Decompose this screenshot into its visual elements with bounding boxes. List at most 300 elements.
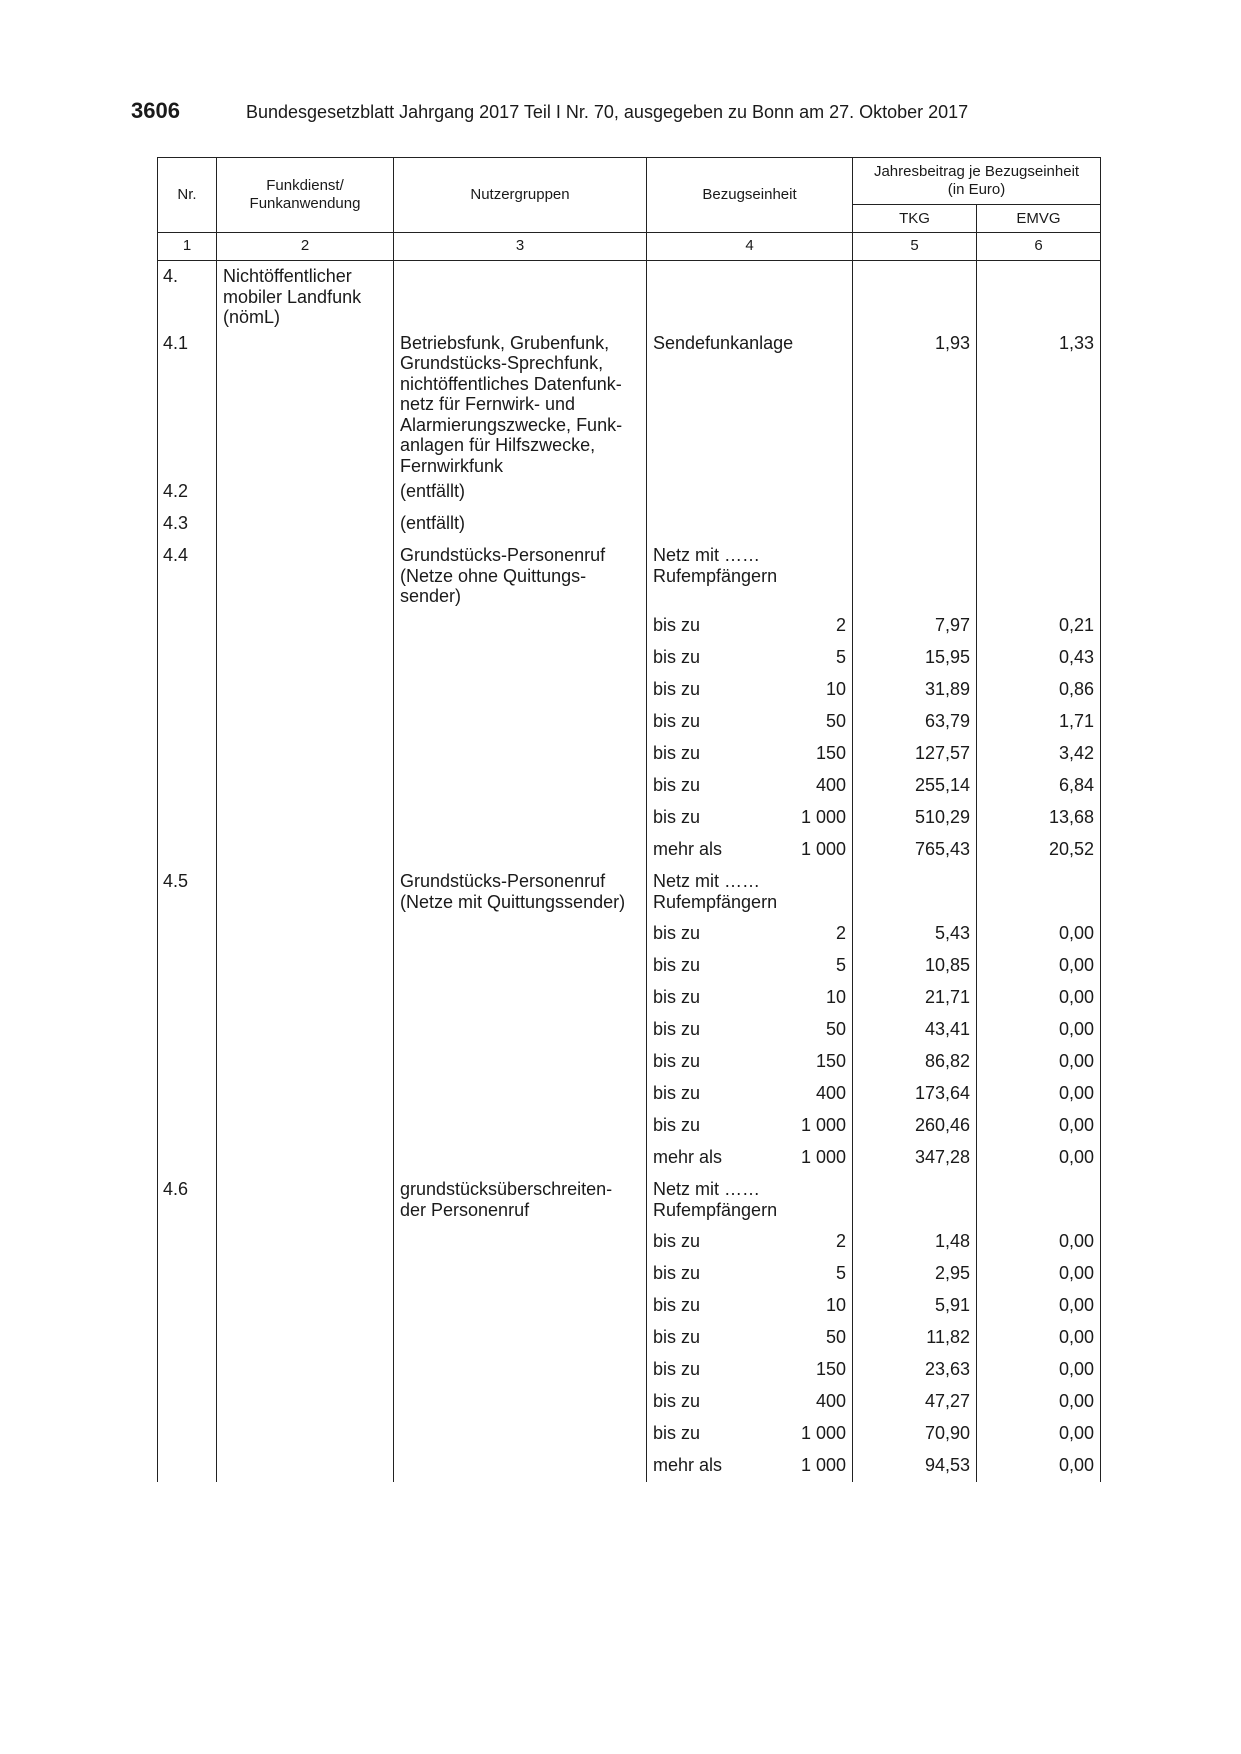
cell-nr-text [158,1290,216,1295]
cell-nr [158,834,217,866]
cell-bezugseinheit-anzahl [787,642,853,674]
cell-bezugseinheit-anzahl [787,1014,853,1046]
cell-tkg [853,918,977,950]
cell-nutzergruppen-text: grundstücksüberschreiten- der Personenruf [400,1179,613,1220]
cell-emvg [977,738,1101,770]
cell-emvg-text: 0,00 [1058,1231,1095,1251]
cell-bezugseinheit-text: bis zu [653,1327,701,1347]
cell-bezugseinheit-text: bis zu [653,955,701,975]
cell-bezugseinheit-text: bis zu [653,1423,701,1443]
cell-nr [158,918,217,950]
cell-nutzergruppen-text: (entfällt) [400,481,466,501]
cell-nr [158,1322,217,1354]
cell-bezugseinheit-anzahl [787,1142,853,1174]
cell-bezugseinheit-anzahl [787,802,853,834]
cell-tkg [853,834,977,866]
cell-nr-text [158,1418,216,1423]
cell-nr-text [158,770,216,775]
cell-bezugseinheit [647,1078,787,1110]
cell-nutzergruppen [394,834,647,866]
cell-tkg [853,1110,977,1142]
cell-funkdienst [217,1078,394,1110]
cell-funkdienst [217,1174,394,1226]
cell-funkdienst-text [217,1418,393,1423]
cell-nutzergruppen-text [394,770,646,775]
cell-nutzergruppen-text [394,1110,646,1115]
cell-tkg-text: 1,48 [934,1231,971,1251]
cell-funkdienst-text [217,1258,393,1263]
cell-bezugseinheit-anzahl-text [787,866,853,871]
cell-nr-text [158,982,216,987]
page-title: Bundesgesetzblatt Jahrgang 2017 Teil I Nr. 70, ausgegeben zu Bonn am 27. Oktober 2017 [246,102,969,122]
cell-nr [158,1386,217,1418]
cell-funkdienst [217,1418,394,1450]
cell-nr-text [158,802,216,807]
cell-tkg [853,610,977,642]
column-number: 5 [853,233,977,261]
cell-tkg-text: 7,97 [934,615,971,635]
cell-emvg-text: 0,43 [1058,647,1095,667]
table-row [158,918,1101,950]
cell-nutzergruppen [394,508,647,540]
cell-tkg [853,770,977,802]
cell-emvg [977,1450,1101,1482]
table-row [158,1354,1101,1386]
cell-emvg [977,834,1101,866]
cell-bezugseinheit [647,982,787,1014]
table-row [158,866,1101,918]
cell-emvg [977,770,1101,802]
cell-emvg [977,706,1101,738]
cell-nr-text [158,1110,216,1115]
cell-bezugseinheit-anzahl [787,261,853,328]
cell-bezugseinheit-text: bis zu [653,679,701,699]
table-row [158,1014,1101,1046]
cell-bezugseinheit-text: bis zu [653,807,701,827]
cell-bezugseinheit-anzahl [787,476,853,508]
cell-nutzergruppen [394,918,647,950]
table-row [158,328,1101,477]
cell-nutzergruppen-text [394,1142,646,1147]
cell-bezugseinheit-anzahl-text: 5 [836,1263,847,1283]
cell-funkdienst-text [217,834,393,839]
cell-tkg-text [853,866,976,871]
cell-tkg-text [853,476,976,481]
table-row [158,834,1101,866]
cell-nutzergruppen-text [394,1014,646,1019]
cell-funkdienst-text [217,1110,393,1115]
cell-emvg [977,1014,1101,1046]
cell-nutzergruppen-text [394,674,646,679]
table-row [158,642,1101,674]
cell-bezugseinheit [647,1386,787,1418]
cell-emvg-text: 0,00 [1058,1083,1095,1103]
cell-emvg-text [977,476,1100,481]
cell-bezugseinheit-text: mehr als [653,1455,723,1475]
cell-nr-text: 4.2 [163,481,189,501]
cell-tkg [853,738,977,770]
cell-funkdienst [217,802,394,834]
cell-bezugseinheit [647,1322,787,1354]
cell-nutzergruppen [394,1078,647,1110]
cell-nutzergruppen-text [394,706,646,711]
cell-bezugseinheit-anzahl-text [787,476,853,481]
cell-emvg [977,950,1101,982]
cell-tkg [853,642,977,674]
cell-tkg-text: 347,28 [914,1147,971,1167]
cell-emvg [977,982,1101,1014]
table-row [158,950,1101,982]
cell-funkdienst [217,674,394,706]
cell-emvg [977,1046,1101,1078]
cell-tkg-text: 173,64 [914,1083,971,1103]
cell-emvg-text: 6,84 [1058,775,1095,795]
cell-bezugseinheit-anzahl [787,1226,853,1258]
cell-nr [158,642,217,674]
cell-tkg [853,1386,977,1418]
cell-nr [158,950,217,982]
cell-nr-text: 4.6 [163,1179,189,1199]
cell-tkg [853,1226,977,1258]
cell-funkdienst-text [217,610,393,615]
cell-bezugseinheit-text [647,476,787,481]
cell-nr [158,738,217,770]
cell-emvg [977,1226,1101,1258]
table-row [158,508,1101,540]
cell-emvg [977,476,1101,508]
cell-funkdienst [217,1386,394,1418]
cell-emvg-text: 0,00 [1058,1295,1095,1315]
cell-bezugseinheit [647,1226,787,1258]
cell-funkdienst-text [217,328,393,333]
cell-nr-text [158,706,216,711]
cell-funkdienst-text [217,642,393,647]
cell-funkdienst [217,1226,394,1258]
cell-nr [158,1078,217,1110]
cell-tkg [853,476,977,508]
cell-bezugseinheit [647,1354,787,1386]
cell-bezugseinheit [647,476,787,508]
table-row [158,738,1101,770]
cell-bezugseinheit-anzahl-text: 150 [815,743,847,763]
cell-funkdienst [217,642,394,674]
cell-bezugseinheit-anzahl-text: 10 [825,679,847,699]
cell-tkg-text: 23,63 [924,1359,971,1379]
cell-nutzergruppen-text: Betriebsfunk, Grubenfunk, Grundstücks-Sprechfunk, nichtöffentliches Datenfunk- netz für Fernwirk- und Alarmierungszwecke, Funk- anlagen für Hilfszwecke, Fernwirkfunk [400,332,623,476]
cell-bezugseinheit-anzahl [787,738,853,770]
cell-funkdienst [217,1322,394,1354]
cell-tkg [853,1014,977,1046]
cell-nutzergruppen [394,1322,647,1354]
cell-nutzergruppen [394,1046,647,1078]
cell-nutzergruppen-text [394,1290,646,1295]
cell-funkdienst [217,1258,394,1290]
cell-emvg-text: 13,68 [1048,807,1095,827]
cell-bezugseinheit-text: bis zu [653,987,701,1007]
column-number: 4 [647,233,853,261]
cell-nutzergruppen [394,1110,647,1142]
cell-nutzergruppen-text [394,738,646,743]
cell-funkdienst [217,610,394,642]
cell-nr [158,1142,217,1174]
cell-nr-text [158,674,216,679]
cell-bezugseinheit-text: bis zu [653,647,701,667]
cell-nr-text: 4.3 [163,513,189,533]
cell-nr [158,674,217,706]
cell-bezugseinheit-anzahl [787,610,853,642]
cell-nr-text: 4.1 [163,332,189,353]
cell-emvg-text: 0,00 [1058,923,1095,943]
cell-bezugseinheit-anzahl [787,950,853,982]
cell-bezugseinheit [647,328,794,477]
cell-funkdienst [217,1290,394,1322]
cell-nutzergruppen-text [394,1386,646,1391]
cell-tkg [853,1450,977,1482]
cell-nutzergruppen [394,738,647,770]
cell-bezugseinheit-anzahl-text: 2 [836,615,847,635]
cell-funkdienst [217,834,394,866]
cell-nutzergruppen [394,706,647,738]
cell-funkdienst [217,866,394,918]
table-row [158,1078,1101,1110]
cell-bezugseinheit-anzahl-text: 5 [836,647,847,667]
cell-bezugseinheit-anzahl [787,1418,853,1450]
cell-nutzergruppen-text [394,642,646,647]
cell-nr [158,610,217,642]
cell-nutzergruppen [394,540,647,610]
cell-tkg [853,1046,977,1078]
cell-bezugseinheit [647,770,787,802]
cell-bezugseinheit-anzahl [787,328,853,477]
cell-nr-text [158,738,216,743]
cell-bezugseinheit-anzahl [787,1354,853,1386]
cell-tkg-text: 94,53 [924,1455,971,1475]
cell-nutzergruppen [394,1418,647,1450]
cell-bezugseinheit-anzahl-text [787,1174,853,1179]
cell-bezugseinheit-anzahl [787,1110,853,1142]
header-jahresbeitrag: Jahresbeitrag je Bezugseinheit (in Euro) [853,158,1101,205]
cell-nr [158,1226,217,1258]
cell-nutzergruppen-text [394,1078,646,1083]
cell-funkdienst [217,1014,394,1046]
cell-tkg-text [853,540,976,545]
cell-tkg [853,1322,977,1354]
table-row [158,1290,1101,1322]
cell-bezugseinheit-anzahl [787,1174,853,1226]
cell-emvg-text [977,866,1100,871]
cell-nr-text [158,918,216,923]
cell-bezugseinheit-text: bis zu [653,1295,701,1315]
cell-funkdienst-text [217,866,393,871]
cell-tkg [853,1354,977,1386]
cell-bezugseinheit-anzahl-text: 400 [815,1083,847,1103]
table-row [158,476,1101,508]
cell-nutzergruppen [394,950,647,982]
cell-tkg [853,540,977,610]
cell-tkg [853,261,977,328]
cell-emvg [977,802,1101,834]
cell-funkdienst [217,770,394,802]
cell-nr [158,1258,217,1290]
cell-emvg [977,1322,1101,1354]
cell-nutzergruppen [394,610,647,642]
cell-emvg [977,261,1101,328]
cell-nr [158,1418,217,1450]
cell-tkg [853,1258,977,1290]
table-row [158,1386,1101,1418]
cell-nutzergruppen [394,1450,647,1482]
cell-emvg-text: 0,00 [1058,1147,1095,1167]
cell-nr [158,1014,217,1046]
cell-tkg [853,328,977,477]
cell-tkg-text: 5,43 [934,923,971,943]
cell-bezugseinheit-text: bis zu [653,743,701,763]
cell-nutzergruppen-text [394,1354,646,1359]
cell-bezugseinheit-text: Netz mit …… Rufempfängern [653,871,778,912]
cell-tkg-text: 10,85 [924,955,971,975]
cell-emvg [977,508,1101,540]
cell-funkdienst-text [217,770,393,775]
cell-emvg [977,540,1101,610]
cell-funkdienst-text [217,1226,393,1231]
cell-nr-text [158,1322,216,1327]
cell-nr [158,476,217,508]
cell-emvg-text: 0,00 [1058,1327,1095,1347]
cell-bezugseinheit [647,261,787,328]
table-row [158,1110,1101,1142]
cell-nutzergruppen [394,866,647,918]
cell-tkg-text: 31,89 [924,679,971,699]
table-row [158,1322,1101,1354]
cell-tkg-text: 255,14 [914,775,971,795]
cell-funkdienst-text [217,1142,393,1147]
cell-tkg [853,706,977,738]
cell-tkg [853,508,977,540]
cell-tkg [853,866,977,918]
cell-tkg-text: 63,79 [924,711,971,731]
cell-bezugseinheit-text: bis zu [653,1083,701,1103]
cell-bezugseinheit-anzahl-text: 1 000 [800,839,847,859]
cell-nutzergruppen [394,1142,647,1174]
cell-nr-text [158,1142,216,1147]
cell-bezugseinheit [647,1014,787,1046]
cell-nr [158,1290,217,1322]
cell-tkg-text: 510,29 [914,807,971,827]
cell-nr [158,1174,217,1226]
cell-nutzergruppen-text [394,950,646,955]
cell-bezugseinheit-anzahl-text: 50 [825,711,847,731]
cell-bezugseinheit [647,610,787,642]
table-row [158,1258,1101,1290]
table-row [158,540,1101,610]
cell-emvg [977,1258,1101,1290]
cell-bezugseinheit-text: bis zu [653,711,701,731]
cell-tkg-text [853,508,976,513]
cell-funkdienst-text [217,540,393,545]
cell-nr [158,1450,217,1482]
cell-emvg [977,1290,1101,1322]
cell-bezugseinheit-anzahl-text: 10 [825,1295,847,1315]
cell-bezugseinheit-anzahl-text: 1 000 [800,1455,847,1475]
cell-funkdienst-text [217,950,393,955]
cell-tkg-text: 15,95 [924,647,971,667]
cell-tkg [853,674,977,706]
cell-nutzergruppen [394,1354,647,1386]
cell-nr-text [158,610,216,615]
table-row [158,706,1101,738]
cell-funkdienst-text [217,1014,393,1019]
table-row [158,610,1101,642]
cell-bezugseinheit-anzahl-text: 150 [815,1051,847,1071]
cell-bezugseinheit-text: bis zu [653,1115,701,1135]
cell-nr [158,1046,217,1078]
cell-funkdienst [217,540,394,610]
cell-bezugseinheit-text: Netz mit …… Rufempfängern [653,1179,778,1220]
cell-bezugseinheit-anzahl-text: 50 [825,1327,847,1347]
cell-emvg [977,1354,1101,1386]
cell-bezugseinheit-anzahl-text: 1 000 [800,1147,847,1167]
cell-tkg-text: 70,90 [924,1423,971,1443]
cell-bezugseinheit [647,706,787,738]
cell-bezugseinheit-anzahl-text: 2 [836,923,847,943]
header-bezugseinheit: Bezugseinheit [647,158,853,233]
cell-nutzergruppen [394,982,647,1014]
cell-emvg [977,1418,1101,1450]
table-row [158,1142,1101,1174]
cell-emvg-text [977,1174,1100,1179]
cell-funkdienst-text [217,918,393,923]
cell-nutzergruppen-text [394,1258,646,1263]
cell-nr [158,1110,217,1142]
header-nutzergruppen: Nutzergruppen [394,158,647,233]
cell-emvg [977,918,1101,950]
cell-nr-text: 4.4 [163,545,189,565]
cell-nutzergruppen [394,476,647,508]
cell-emvg [977,674,1101,706]
cell-bezugseinheit-anzahl [787,1258,853,1290]
cell-nr-text [158,834,216,839]
cell-emvg-text: 20,52 [1048,839,1095,859]
cell-bezugseinheit-text: bis zu [653,1231,701,1251]
cell-emvg [977,1386,1101,1418]
cell-funkdienst-text [217,1322,393,1327]
cell-bezugseinheit [647,1418,787,1450]
cell-emvg-text: 1,71 [1058,711,1095,731]
cell-bezugseinheit [647,1174,787,1226]
cell-tkg-text: 1,93 [934,332,971,353]
column-number: 3 [394,233,647,261]
cell-nutzergruppen-text [394,1046,646,1051]
cell-nutzergruppen [394,642,647,674]
cell-funkdienst [217,950,394,982]
cell-nr [158,770,217,802]
cell-tkg-text: 260,46 [914,1115,971,1135]
cell-nutzergruppen-text [394,1450,646,1455]
cell-funkdienst [217,1110,394,1142]
cell-bezugseinheit-anzahl [787,540,853,610]
cell-nr-text [158,1450,216,1455]
cell-bezugseinheit-anzahl-text: 2 [836,1231,847,1251]
cell-bezugseinheit-anzahl [787,1290,853,1322]
cell-bezugseinheit-anzahl [787,508,853,540]
cell-nutzergruppen [394,802,647,834]
cell-nutzergruppen [394,1226,647,1258]
cell-tkg [853,982,977,1014]
cell-funkdienst-text [217,706,393,711]
cell-bezugseinheit-anzahl-text: 1 000 [800,1423,847,1443]
cell-nutzergruppen [394,328,647,477]
cell-bezugseinheit-anzahl-text: 150 [815,1359,847,1379]
